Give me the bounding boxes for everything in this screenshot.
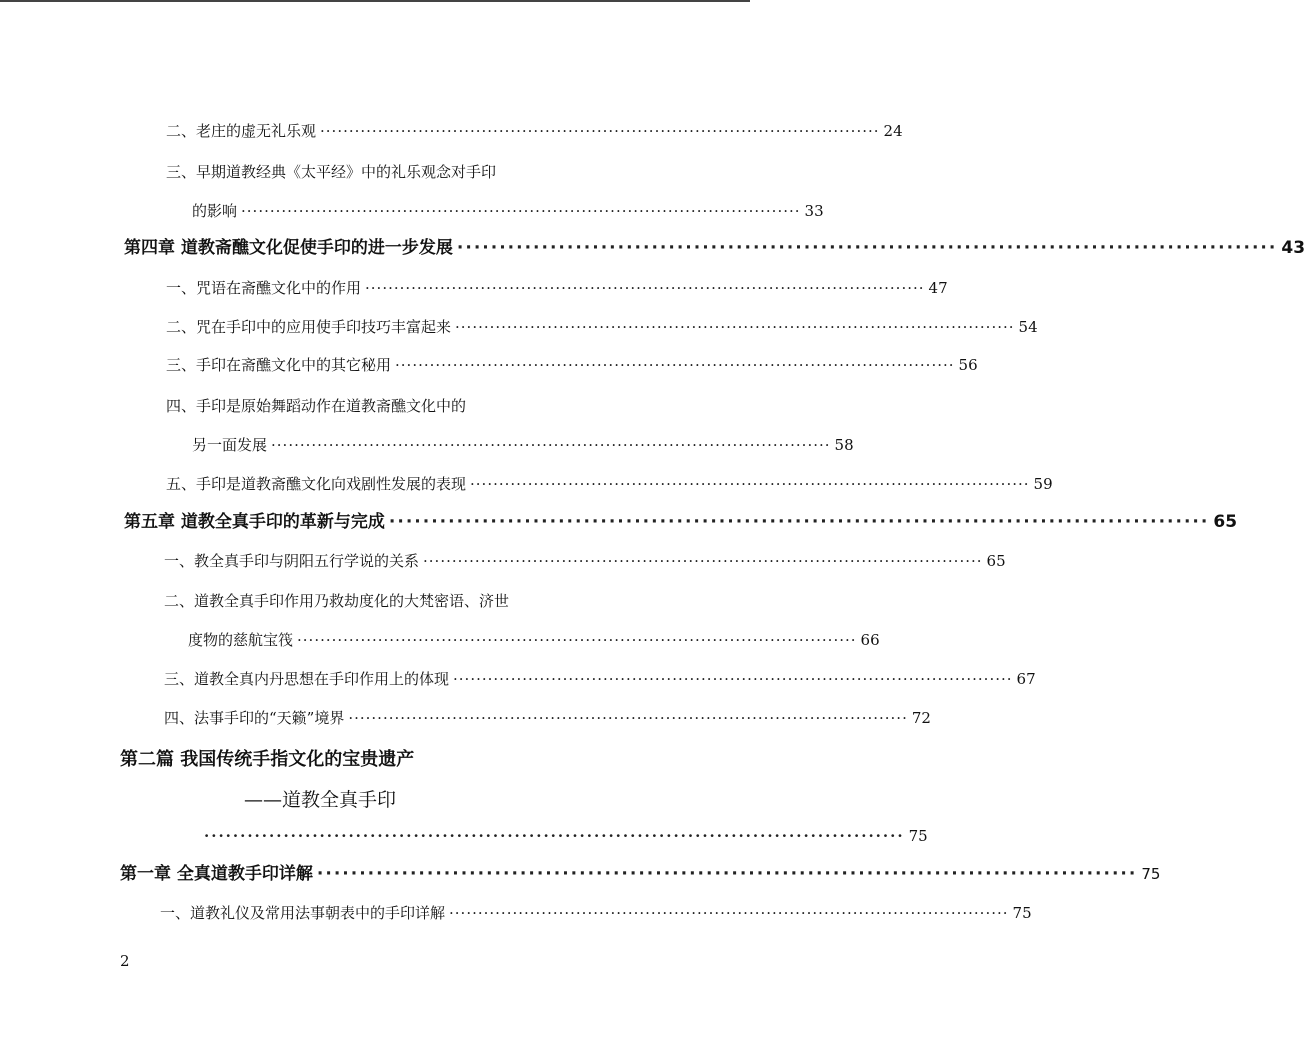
- toc-entry-title: 三、早期道教经典《太平经》中的礼乐观念对手印: [166, 163, 497, 181]
- toc-entry-page: 66: [860, 631, 880, 649]
- toc-entry-section: [166, 474, 1053, 494]
- toc-entry-title: 另一面发展: [192, 436, 268, 454]
- toc-entry-page: 56: [958, 356, 978, 374]
- toc-leader-dots: ·································································································: [388, 512, 1210, 532]
- toc-entry-page: 47: [928, 279, 948, 297]
- toc-entry-title: 三、手印在斋醮文化中的其它秘用: [166, 356, 392, 374]
- toc-entry-chapter: [124, 512, 1238, 532]
- toc-leader-dots: ·································································································: [423, 552, 983, 570]
- toc-entry-page: 58: [834, 436, 854, 454]
- toc-entry-title: 三、道教全真内丹思想在手印作用上的体现: [164, 670, 450, 688]
- toc-leader-dots: ·································································································: [297, 631, 857, 649]
- toc-part-title: 第二篇 我国传统手指文化的宝贵遗产: [120, 749, 415, 770]
- toc-entry-section: [160, 903, 1032, 923]
- toc-entry-title: 五、手印是道教斋醮文化向戏剧性发展的表现: [166, 475, 467, 493]
- toc-entry-continuation: [192, 435, 854, 455]
- toc-leader-dots: ·································································································: [320, 122, 880, 140]
- toc-entry-page: 54: [1018, 318, 1038, 336]
- toc-entry-page: 65: [986, 552, 1006, 570]
- toc-entry-chapter: [120, 864, 1161, 884]
- toc-entry-title: 二、道教全真手印作用乃救劫度化的大梵密语、济世: [164, 592, 510, 610]
- toc-entry-section: [164, 708, 931, 728]
- toc-entry-page: 59: [1033, 475, 1053, 493]
- toc-entry-section: [166, 121, 903, 141]
- toc-entry-title: 第一章 全真道教手印详解: [120, 864, 313, 884]
- toc-entry-section: [166, 278, 948, 298]
- toc-leader-dots: ·································································································: [204, 827, 905, 845]
- toc-entry-section: [166, 355, 978, 375]
- toc-leader-dots: ·································································································: [316, 864, 1138, 884]
- toc-leader-dots: ·································································································: [449, 904, 1009, 922]
- toc-entry-title: 一、咒语在斋醮文化中的作用: [166, 279, 362, 297]
- toc-leader-dots: ·································································································: [453, 670, 1013, 688]
- page-top-edge: [0, 0, 750, 2]
- toc-entry-continuation: [192, 201, 824, 221]
- toc-part-subtitle: ——道教全真手印: [244, 789, 397, 811]
- toc-entry-section: [164, 591, 509, 611]
- toc-leader-dots: ·································································································: [348, 709, 908, 727]
- toc-leader-dots: ·································································································: [271, 436, 831, 454]
- toc-leader-dots: ·································································································: [395, 356, 955, 374]
- toc-entry-title: 一、教全真手印与阴阳五行学说的关系: [164, 552, 420, 570]
- toc-entry-section: [164, 669, 1036, 689]
- toc-leader-dots: ·································································································: [470, 475, 1030, 493]
- toc-entry-title: 二、咒在手印中的应用使手印技巧丰富起来: [166, 318, 452, 336]
- toc-leader-dots: ·································································································: [241, 202, 801, 220]
- toc-entry-title: 的影响: [192, 202, 238, 220]
- page-number: 2: [120, 952, 130, 970]
- toc-entry-page: 72: [911, 709, 931, 727]
- toc-entry-page: 24: [883, 122, 903, 140]
- toc-entry-continuation: [188, 630, 880, 650]
- toc-entry-title: 四、法事手印的“天籁”境界: [164, 709, 345, 727]
- toc-entry-section: [164, 551, 1006, 571]
- toc-entry-title: 二、老庄的虚无礼乐观: [166, 122, 317, 140]
- toc-entry-title: 度物的慈航宝筏: [188, 631, 294, 649]
- toc-entry-title: 第五章 道教全真手印的革新与完成: [124, 512, 385, 532]
- toc-entry-title: 第四章 道教斋醮文化促使手印的进一步发展: [124, 238, 453, 258]
- toc-entry-chapter: [124, 238, 1305, 258]
- toc-leader-dots: ·································································································: [456, 238, 1278, 258]
- toc-entry-dots-line: [204, 826, 928, 846]
- toc-entry-title: 一、道教礼仪及常用法事朝表中的手印详解: [160, 904, 446, 922]
- toc-leader-dots: ·································································································: [365, 279, 925, 297]
- toc-entry-section: [166, 162, 496, 182]
- toc-entry-page: 75: [1012, 904, 1032, 922]
- toc-entry-page: 75: [908, 827, 928, 845]
- toc-entry-page: 65: [1213, 512, 1238, 532]
- toc-entry-section: [166, 396, 466, 416]
- toc-entry-page: 43: [1281, 238, 1305, 258]
- toc-entry-section: [166, 317, 1038, 337]
- toc-entry-page: 67: [1016, 670, 1036, 688]
- toc-entry-page: 75: [1141, 865, 1161, 883]
- toc-entry-page: 33: [804, 202, 824, 220]
- toc-entry-title: 四、手印是原始舞蹈动作在道教斋醮文化中的: [166, 397, 467, 415]
- toc-leader-dots: ·································································································: [455, 318, 1015, 336]
